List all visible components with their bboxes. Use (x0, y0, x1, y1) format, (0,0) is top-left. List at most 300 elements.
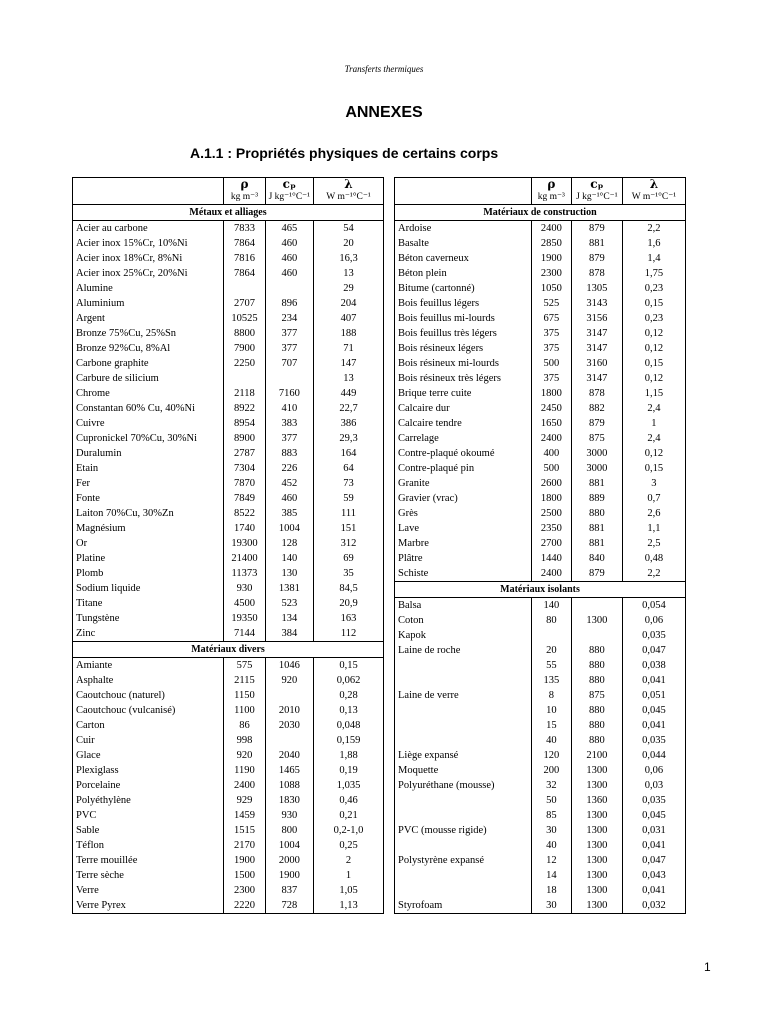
material-name-cell: Fonte (73, 491, 224, 506)
table-row (73, 446, 384, 461)
lambda-cell: 0,25 (314, 838, 384, 853)
lambda-cell: 386 (314, 416, 384, 431)
cp-cell: 879 (571, 251, 622, 266)
table-row (395, 416, 686, 431)
material-name-cell: Chrome (73, 386, 224, 401)
table-row (395, 703, 686, 718)
rho-unit: kg m⁻³ (224, 190, 265, 205)
material-name-cell: Etain (73, 461, 224, 476)
material-name-cell: Acier au carbone (73, 221, 224, 237)
lambda-cell: 0,041 (622, 673, 685, 688)
rho-cell: 1190 (224, 763, 265, 778)
table-row (73, 673, 384, 688)
lambda-cell: 0,045 (622, 808, 685, 823)
material-name-cell: Acier inox 15%Cr, 10%Ni (73, 236, 224, 251)
table-row (395, 673, 686, 688)
rho-cell: 930 (224, 581, 265, 596)
table-row (73, 551, 384, 566)
material-name-cell: Carbone graphite (73, 356, 224, 371)
lambda-cell: 0,044 (622, 748, 685, 763)
lambda-cell: 0,06 (622, 613, 685, 628)
cp-cell: 880 (571, 506, 622, 521)
cp-cell: 880 (571, 643, 622, 658)
lambda-cell: 1 (622, 416, 685, 431)
material-name-cell (395, 883, 532, 898)
rho-cell: 1650 (531, 416, 571, 431)
table-row (73, 326, 384, 341)
cp-cell: 930 (265, 808, 313, 823)
lambda-cell: 1,6 (622, 236, 685, 251)
table-row (395, 868, 686, 883)
material-name-cell: Carbure de silicium (73, 371, 224, 386)
section-title: Matériaux divers (73, 642, 384, 658)
rho-symbol: ρ (224, 178, 265, 191)
material-name-cell: Carton (73, 718, 224, 733)
table-row (73, 461, 384, 476)
rho-cell: 2400 (531, 566, 571, 582)
section-header-row (395, 205, 686, 221)
material-name-cell: Or (73, 536, 224, 551)
material-name-cell: Duralumin (73, 446, 224, 461)
lambda-cell: 71 (314, 341, 384, 356)
table-row (395, 476, 686, 491)
lambda-cell: 2,2 (622, 566, 685, 582)
lambda-cell: 2 (314, 853, 384, 868)
rho-cell (224, 371, 265, 386)
lambda-cell: 13 (314, 266, 384, 281)
cp-cell: 875 (571, 431, 622, 446)
rho-cell: 10 (531, 703, 571, 718)
rho-cell: 2787 (224, 446, 265, 461)
material-name-cell: Laiton 70%Cu, 30%Zn (73, 506, 224, 521)
table-row (395, 386, 686, 401)
cp-cell: 896 (265, 296, 313, 311)
rho-cell: 11373 (224, 566, 265, 581)
rho-cell: 500 (531, 461, 571, 476)
lambda-cell: 0,12 (622, 371, 685, 386)
cp-cell: 1300 (571, 613, 622, 628)
material-name-cell: Acier inox 25%Cr, 20%Ni (73, 266, 224, 281)
table-row (395, 431, 686, 446)
material-name-cell: Terre sèche (73, 868, 224, 883)
table-row (395, 461, 686, 476)
material-name-cell: Coton (395, 613, 532, 628)
rho-cell: 375 (531, 326, 571, 341)
table-row (395, 326, 686, 341)
rho-cell: 2400 (531, 221, 571, 237)
cp-unit: J kg⁻¹°C⁻¹ (571, 190, 622, 205)
table-row (73, 778, 384, 793)
table-row (73, 236, 384, 251)
table-row (73, 311, 384, 326)
rho-cell: 7144 (224, 626, 265, 642)
table-row (395, 266, 686, 281)
material-name-cell (395, 673, 532, 688)
cp-cell: 878 (571, 386, 622, 401)
cp-cell: 2010 (265, 703, 313, 718)
cp-cell: 1300 (571, 763, 622, 778)
lambda-cell: 73 (314, 476, 384, 491)
rho-cell: 15 (531, 718, 571, 733)
material-name-cell: Téflon (73, 838, 224, 853)
cp-cell: 134 (265, 611, 313, 626)
lambda-cell: 16,3 (314, 251, 384, 266)
section-subtitle: A.1.1 : Propriétés physiques de certains corps (190, 145, 499, 161)
lambda-symbol: λ (314, 178, 384, 191)
lambda-cell: 0,2-1,0 (314, 823, 384, 838)
lambda-cell: 0,15 (314, 658, 384, 674)
table-row (395, 281, 686, 296)
table-row (395, 491, 686, 506)
cp-cell: 880 (571, 718, 622, 733)
material-name-cell: Verre Pyrex (73, 898, 224, 914)
rho-cell: 7864 (224, 266, 265, 281)
rho-cell: 8 (531, 688, 571, 703)
lambda-cell: 1,15 (622, 386, 685, 401)
table-row (73, 853, 384, 868)
rho-cell: 1800 (531, 386, 571, 401)
lambda-cell: 2,4 (622, 401, 685, 416)
rho-cell: 7870 (224, 476, 265, 491)
lambda-cell: 1,88 (314, 748, 384, 763)
lambda-cell: 0,12 (622, 446, 685, 461)
table-row (395, 221, 686, 237)
material-name-cell: Glace (73, 748, 224, 763)
rho-cell: 2300 (531, 266, 571, 281)
lambda-cell: 0,12 (622, 341, 685, 356)
cp-cell: 3147 (571, 371, 622, 386)
lambda-cell: 35 (314, 566, 384, 581)
material-name-cell (395, 703, 532, 718)
lambda-cell: 0,048 (314, 718, 384, 733)
table-row (395, 628, 686, 643)
rho-cell: 1800 (531, 491, 571, 506)
cp-cell: 7160 (265, 386, 313, 401)
lambda-cell: 0,041 (622, 838, 685, 853)
rho-cell: 2450 (531, 401, 571, 416)
cp-cell: 3147 (571, 341, 622, 356)
table-row (395, 658, 686, 673)
table-row (73, 566, 384, 581)
cp-symbol: cₚ (571, 178, 622, 191)
cp-cell: 2040 (265, 748, 313, 763)
cp-cell: 1381 (265, 581, 313, 596)
lambda-cell: 0,15 (622, 356, 685, 371)
lambda-cell: 54 (314, 221, 384, 237)
material-name-cell: Styrofoam (395, 898, 532, 914)
material-name-cell: Bitume (cartonné) (395, 281, 532, 296)
cp-cell: 383 (265, 416, 313, 431)
table-row (395, 506, 686, 521)
lambda-symbol: λ (622, 178, 685, 191)
table-row (395, 808, 686, 823)
rho-cell: 675 (531, 311, 571, 326)
lambda-cell: 84,5 (314, 581, 384, 596)
table-row (395, 733, 686, 748)
rho-cell: 8900 (224, 431, 265, 446)
table-row (73, 868, 384, 883)
rho-cell: 40 (531, 838, 571, 853)
rho-cell: 2300 (224, 883, 265, 898)
table-row (73, 491, 384, 506)
material-name-cell: Bois résineux légers (395, 341, 532, 356)
material-name-cell: Verre (73, 883, 224, 898)
cp-cell (571, 598, 622, 614)
material-name-cell (395, 793, 532, 808)
rho-cell: 2600 (531, 476, 571, 491)
cp-cell: 3000 (571, 446, 622, 461)
cp-cell: 460 (265, 251, 313, 266)
section-title: Métaux et alliages (73, 205, 384, 221)
lambda-cell: 64 (314, 461, 384, 476)
rho-cell (224, 281, 265, 296)
rho-cell: 8954 (224, 416, 265, 431)
material-name-cell: Marbre (395, 536, 532, 551)
lambda-cell: 0,23 (622, 281, 685, 296)
material-name-cell: Calcaire tendre (395, 416, 532, 431)
cp-cell: 1300 (571, 853, 622, 868)
table-row (73, 341, 384, 356)
cp-cell: 3000 (571, 461, 622, 476)
cp-cell: 881 (571, 476, 622, 491)
material-name-cell: Sable (73, 823, 224, 838)
rho-cell: 55 (531, 658, 571, 673)
rho-cell: 1100 (224, 703, 265, 718)
rho-cell: 1459 (224, 808, 265, 823)
rho-cell: 2700 (531, 536, 571, 551)
table-row (73, 658, 384, 674)
material-name-cell: Calcaire dur (395, 401, 532, 416)
table-row (395, 598, 686, 614)
page-title: ANNEXES (345, 104, 423, 121)
rho-cell: 375 (531, 371, 571, 386)
lambda-cell: 407 (314, 311, 384, 326)
material-name-cell: Argent (73, 311, 224, 326)
lambda-cell: 0,041 (622, 883, 685, 898)
table-row (395, 251, 686, 266)
table-row (73, 718, 384, 733)
table-row (73, 763, 384, 778)
cp-cell: 880 (571, 703, 622, 718)
lambda-cell: 449 (314, 386, 384, 401)
cp-cell: 140 (265, 551, 313, 566)
rho-cell: 4500 (224, 596, 265, 611)
table-row (395, 853, 686, 868)
table-row (73, 611, 384, 626)
table-row (395, 793, 686, 808)
lambda-cell: 112 (314, 626, 384, 642)
lambda-cell: 1,13 (314, 898, 384, 914)
rho-cell: 929 (224, 793, 265, 808)
table-row (73, 748, 384, 763)
lambda-cell: 0,46 (314, 793, 384, 808)
rho-cell: 140 (531, 598, 571, 614)
section-title: Matériaux de construction (395, 205, 686, 221)
lambda-cell: 0,7 (622, 491, 685, 506)
lambda-cell: 1,05 (314, 883, 384, 898)
lambda-cell: 0,038 (622, 658, 685, 673)
rho-cell: 1050 (531, 281, 571, 296)
cp-cell: 1300 (571, 898, 622, 914)
cp-cell: 879 (571, 416, 622, 431)
name-column-header (395, 178, 532, 191)
material-name-cell (395, 868, 532, 883)
table-row (73, 296, 384, 311)
table-row (395, 551, 686, 566)
lambda-cell: 20,9 (314, 596, 384, 611)
lambda-cell: 312 (314, 536, 384, 551)
cp-cell: 1300 (571, 883, 622, 898)
cp-cell: 800 (265, 823, 313, 838)
rho-cell: 8922 (224, 401, 265, 416)
table-row (395, 401, 686, 416)
lambda-cell: 0,062 (314, 673, 384, 688)
material-name-cell: Cuir (73, 733, 224, 748)
lambda-cell: 13 (314, 371, 384, 386)
material-name-cell: Platine (73, 551, 224, 566)
cp-cell: 889 (571, 491, 622, 506)
rho-cell: 40 (531, 733, 571, 748)
material-name-cell: Laine de roche (395, 643, 532, 658)
rho-cell: 1515 (224, 823, 265, 838)
cp-cell: 881 (571, 236, 622, 251)
table-row (73, 521, 384, 536)
section-header-row (73, 205, 384, 221)
table-row (73, 221, 384, 237)
material-name-cell: Carrelage (395, 431, 532, 446)
table-row (73, 733, 384, 748)
rho-cell: 525 (531, 296, 571, 311)
material-name-cell: Plomb (73, 566, 224, 581)
lambda-unit: W m⁻¹°C⁻¹ (314, 190, 384, 205)
rho-cell: 2250 (224, 356, 265, 371)
material-name-cell: Contre-plaqué okoumé (395, 446, 532, 461)
material-name-cell: Bois feuillus très légers (395, 326, 532, 341)
rho-cell: 2118 (224, 386, 265, 401)
rho-cell: 135 (531, 673, 571, 688)
table-row (395, 311, 686, 326)
lambda-cell: 1,1 (622, 521, 685, 536)
material-name-cell: Plâtre (395, 551, 532, 566)
rho-cell: 1900 (531, 251, 571, 266)
rho-cell: 12 (531, 853, 571, 868)
lambda-cell: 151 (314, 521, 384, 536)
lambda-cell: 0,21 (314, 808, 384, 823)
cp-cell: 128 (265, 536, 313, 551)
cp-cell: 883 (265, 446, 313, 461)
lambda-unit: W m⁻¹°C⁻¹ (622, 190, 685, 205)
rho-cell: 1500 (224, 868, 265, 883)
rho-cell: 500 (531, 356, 571, 371)
cp-cell: 452 (265, 476, 313, 491)
table-row (73, 898, 384, 914)
table-row (395, 718, 686, 733)
cp-cell: 1088 (265, 778, 313, 793)
cp-cell: 1300 (571, 808, 622, 823)
lambda-cell: 0,15 (622, 461, 685, 476)
material-name-cell: Béton plein (395, 266, 532, 281)
rho-cell: 2170 (224, 838, 265, 853)
material-name-cell: Liège expansé (395, 748, 532, 763)
cp-cell (265, 371, 313, 386)
lambda-cell: 1,4 (622, 251, 685, 266)
rho-cell: 920 (224, 748, 265, 763)
lambda-cell: 0,047 (622, 853, 685, 868)
table-row (73, 883, 384, 898)
cp-cell: 837 (265, 883, 313, 898)
rho-unit: kg m⁻³ (531, 190, 571, 205)
rho-cell: 32 (531, 778, 571, 793)
cp-cell: 1305 (571, 281, 622, 296)
table-row (73, 251, 384, 266)
rho-cell: 2115 (224, 673, 265, 688)
table-row (395, 763, 686, 778)
material-name-cell: Schiste (395, 566, 532, 582)
section-header-row (395, 582, 686, 598)
rho-cell: 1900 (224, 853, 265, 868)
cp-cell (265, 733, 313, 748)
rho-cell: 7864 (224, 236, 265, 251)
rho-cell: 21400 (224, 551, 265, 566)
rho-cell: 575 (224, 658, 265, 674)
cp-cell: 377 (265, 431, 313, 446)
name-column-header (73, 178, 224, 191)
table-row (73, 838, 384, 853)
cp-cell: 875 (571, 688, 622, 703)
rho-symbol: ρ (531, 178, 571, 191)
material-name-cell: Amiante (73, 658, 224, 674)
rho-cell: 8522 (224, 506, 265, 521)
material-name-cell (395, 808, 532, 823)
table-row (73, 808, 384, 823)
table-row (73, 356, 384, 371)
material-name-cell: Cupronickel 70%Cu, 30%Ni (73, 431, 224, 446)
table-row (73, 431, 384, 446)
material-name-cell: Balsa (395, 598, 532, 614)
rho-cell: 80 (531, 613, 571, 628)
lambda-cell: 29,3 (314, 431, 384, 446)
lambda-cell: 2,6 (622, 506, 685, 521)
lambda-cell: 0,23 (622, 311, 685, 326)
cp-cell: 840 (571, 551, 622, 566)
table-row (73, 626, 384, 642)
material-name-cell: Porcelaine (73, 778, 224, 793)
material-name-cell: Bronze 75%Cu, 25%Sn (73, 326, 224, 341)
material-name-cell (395, 718, 532, 733)
cp-cell: 2000 (265, 853, 313, 868)
lambda-cell: 188 (314, 326, 384, 341)
rho-cell: 120 (531, 748, 571, 763)
cp-cell: 880 (571, 658, 622, 673)
material-name-cell: Bois résineux mi-lourds (395, 356, 532, 371)
cp-cell: 1900 (265, 868, 313, 883)
rho-cell: 10525 (224, 311, 265, 326)
rho-cell: 7849 (224, 491, 265, 506)
table-row (395, 536, 686, 551)
lambda-cell: 0,035 (622, 733, 685, 748)
table-row (73, 793, 384, 808)
cp-cell: 882 (571, 401, 622, 416)
section-header-row (73, 642, 384, 658)
table-row (395, 688, 686, 703)
cp-cell: 1360 (571, 793, 622, 808)
cp-cell: 3160 (571, 356, 622, 371)
rho-cell: 7900 (224, 341, 265, 356)
material-name-cell: Gravier (vrac) (395, 491, 532, 506)
cp-cell: 707 (265, 356, 313, 371)
material-name-cell: Sodium liquide (73, 581, 224, 596)
lambda-cell: 0,043 (622, 868, 685, 883)
